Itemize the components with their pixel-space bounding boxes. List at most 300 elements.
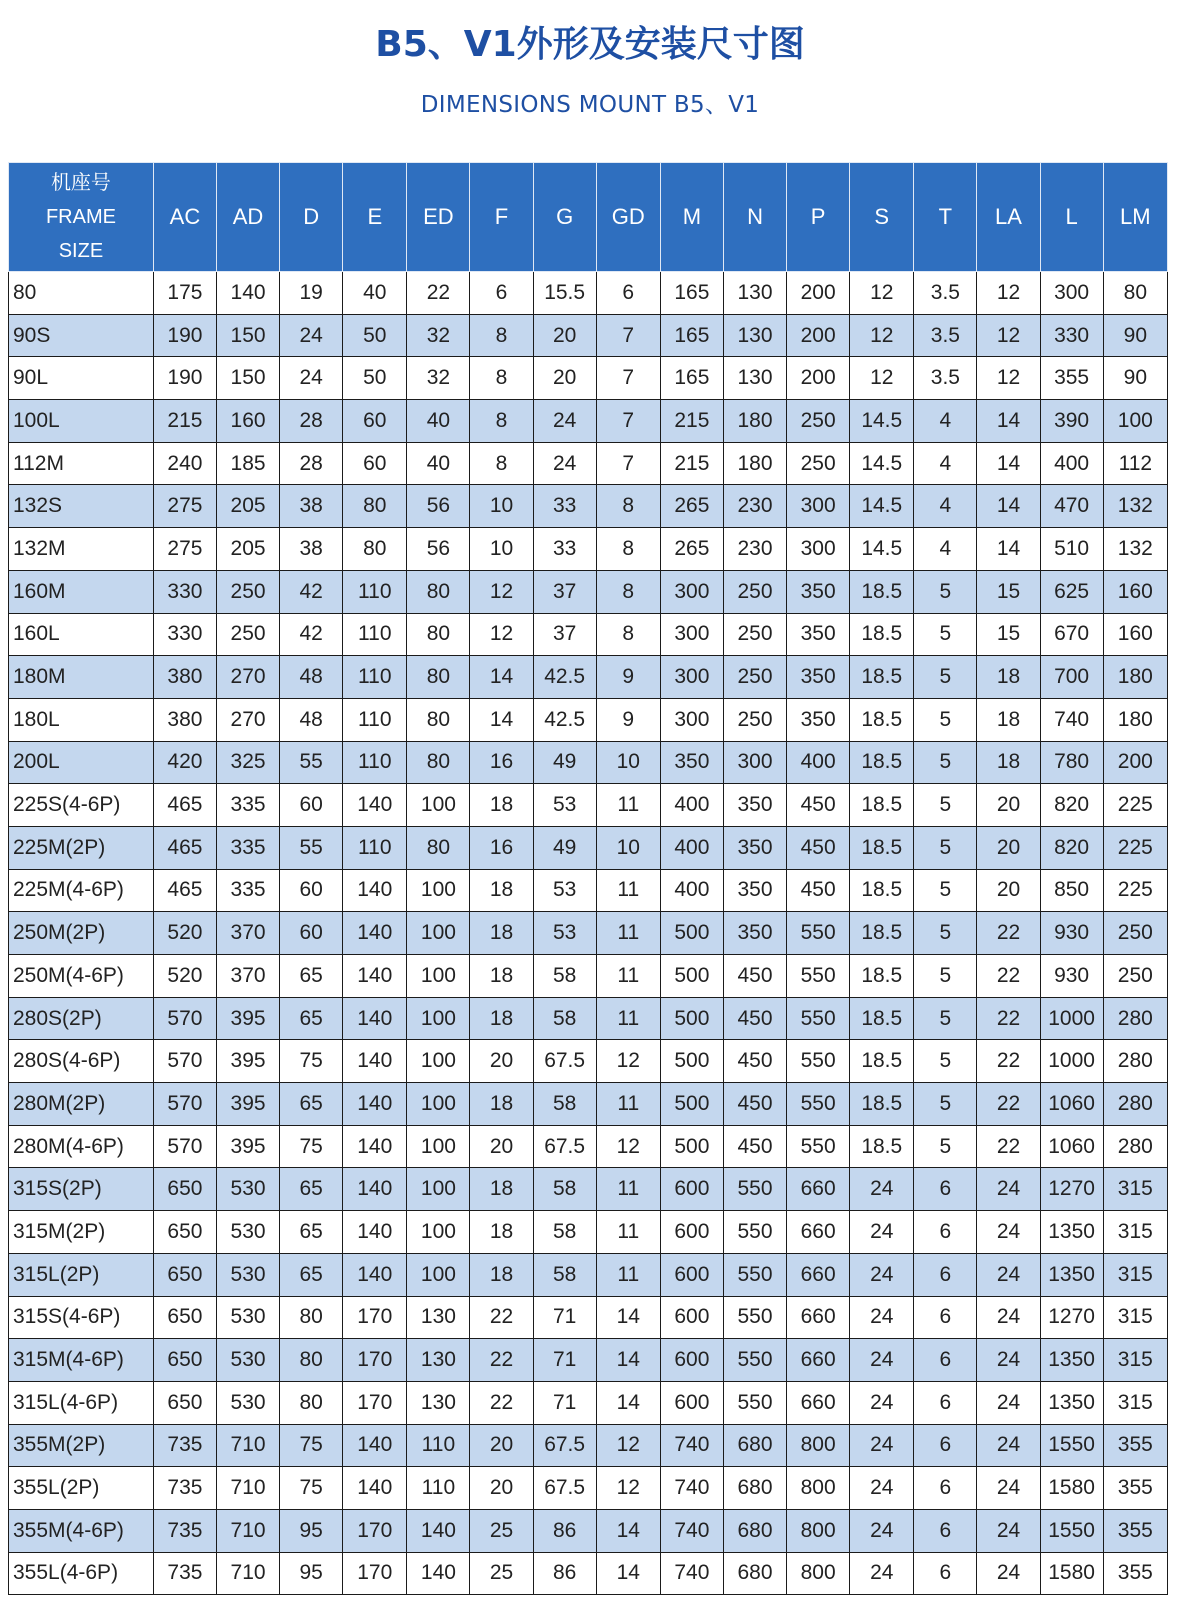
dimension-cell: 4 bbox=[914, 400, 977, 443]
dimension-cell: 24 bbox=[850, 1339, 914, 1382]
dimension-cell: 250 bbox=[787, 400, 850, 443]
dimension-cell: 24 bbox=[850, 1168, 914, 1211]
table-body bbox=[9, 272, 1168, 1595]
dimension-cell: 550 bbox=[787, 997, 850, 1040]
dimension-cell: 280 bbox=[1103, 1125, 1167, 1168]
dimension-cell: 680 bbox=[723, 1509, 786, 1552]
dimension-cell: 80 bbox=[343, 485, 407, 528]
dimension-cell: 280 bbox=[1103, 997, 1167, 1040]
dimension-cell: 22 bbox=[977, 1040, 1040, 1083]
dimension-cell: 140 bbox=[343, 784, 407, 827]
dimension-cell: 67.5 bbox=[533, 1424, 596, 1467]
dimension-cell: 49 bbox=[533, 741, 596, 784]
dimension-cell: 12 bbox=[470, 570, 533, 613]
dimension-cell: 265 bbox=[660, 485, 723, 528]
dimension-cell: 820 bbox=[1040, 784, 1103, 827]
dimension-cell: 315 bbox=[1103, 1381, 1167, 1424]
dimensions-table bbox=[8, 162, 1168, 1595]
dimension-cell: 25 bbox=[470, 1509, 533, 1552]
dimension-cell: 18.5 bbox=[850, 997, 914, 1040]
dimension-cell: 86 bbox=[533, 1552, 596, 1595]
dimension-cell: 95 bbox=[280, 1552, 343, 1595]
dimension-cell: 40 bbox=[407, 400, 470, 443]
dimension-cell: 625 bbox=[1040, 570, 1103, 613]
dimension-cell: 14 bbox=[977, 528, 1040, 571]
dimension-cell: 205 bbox=[216, 485, 279, 528]
dimension-cell: 18.5 bbox=[850, 570, 914, 613]
dimension-cell: 18.5 bbox=[850, 656, 914, 699]
dimension-cell: 65 bbox=[280, 955, 343, 998]
dimension-cell: 12 bbox=[470, 613, 533, 656]
table-row bbox=[9, 1339, 1168, 1382]
dimension-cell: 75 bbox=[280, 1424, 343, 1467]
frame-size-cell: 90S bbox=[9, 314, 154, 357]
dimension-cell: 24 bbox=[977, 1424, 1040, 1467]
dimension-cell: 100 bbox=[407, 1125, 470, 1168]
dimension-cell: 735 bbox=[153, 1424, 216, 1467]
frame-size-cell: 315L(2P) bbox=[9, 1253, 154, 1296]
dimension-cell: 80 bbox=[407, 613, 470, 656]
dimension-cell: 24 bbox=[850, 1467, 914, 1510]
header-s: S bbox=[850, 163, 914, 272]
dimension-cell: 60 bbox=[280, 912, 343, 955]
dimension-cell: 4 bbox=[914, 442, 977, 485]
dimension-cell: 395 bbox=[216, 1083, 279, 1126]
dimension-cell: 18.5 bbox=[850, 869, 914, 912]
dimension-cell: 75 bbox=[280, 1467, 343, 1510]
dimension-cell: 530 bbox=[216, 1253, 279, 1296]
dimension-cell: 780 bbox=[1040, 741, 1103, 784]
dimension-cell: 22 bbox=[977, 1083, 1040, 1126]
header-f: F bbox=[470, 163, 533, 272]
dimension-cell: 4 bbox=[914, 528, 977, 571]
dimension-cell: 355 bbox=[1103, 1424, 1167, 1467]
dimension-cell: 130 bbox=[407, 1296, 470, 1339]
dimension-cell: 165 bbox=[660, 314, 723, 357]
dimension-cell: 140 bbox=[407, 1509, 470, 1552]
table-row bbox=[9, 357, 1168, 400]
dimension-cell: 6 bbox=[914, 1381, 977, 1424]
dimension-cell: 275 bbox=[153, 485, 216, 528]
dimension-cell: 65 bbox=[280, 997, 343, 1040]
dimension-cell: 370 bbox=[216, 955, 279, 998]
dimension-cell: 58 bbox=[533, 1083, 596, 1126]
dimension-cell: 395 bbox=[216, 1040, 279, 1083]
dimension-cell: 270 bbox=[216, 698, 279, 741]
dimension-cell: 60 bbox=[343, 400, 407, 443]
dimension-cell: 22 bbox=[977, 1125, 1040, 1168]
table-row bbox=[9, 1253, 1168, 1296]
dimension-cell: 90 bbox=[1103, 314, 1167, 357]
dimension-cell: 470 bbox=[1040, 485, 1103, 528]
dimension-cell: 1550 bbox=[1040, 1509, 1103, 1552]
dimension-cell: 740 bbox=[660, 1424, 723, 1467]
dimension-cell: 450 bbox=[723, 997, 786, 1040]
dimension-cell: 18.5 bbox=[850, 1125, 914, 1168]
dimension-cell: 735 bbox=[153, 1467, 216, 1510]
dimension-cell: 24 bbox=[977, 1168, 1040, 1211]
dimension-cell: 58 bbox=[533, 1253, 596, 1296]
dimension-cell: 225 bbox=[1103, 869, 1167, 912]
dimension-cell: 450 bbox=[723, 1083, 786, 1126]
header-lm: LM bbox=[1103, 163, 1167, 272]
dimension-cell: 350 bbox=[787, 656, 850, 699]
dimension-cell: 140 bbox=[343, 1168, 407, 1211]
header-frame-cn: 机座号 bbox=[50, 172, 111, 194]
dimension-cell: 710 bbox=[216, 1424, 279, 1467]
dimension-cell: 100 bbox=[407, 1040, 470, 1083]
dimension-cell: 8 bbox=[596, 528, 660, 571]
dimension-cell: 335 bbox=[216, 869, 279, 912]
dimension-cell: 315 bbox=[1103, 1339, 1167, 1382]
dimension-cell: 140 bbox=[343, 1424, 407, 1467]
dimension-cell: 1060 bbox=[1040, 1083, 1103, 1126]
dimension-cell: 710 bbox=[216, 1467, 279, 1510]
dimension-cell: 1000 bbox=[1040, 997, 1103, 1040]
dimension-cell: 6 bbox=[914, 1339, 977, 1382]
dimension-cell: 350 bbox=[723, 784, 786, 827]
dimension-cell: 250 bbox=[1103, 912, 1167, 955]
dimension-cell: 19 bbox=[280, 272, 343, 315]
dimension-cell: 24 bbox=[533, 442, 596, 485]
dimension-cell: 250 bbox=[723, 570, 786, 613]
dimension-cell: 8 bbox=[596, 485, 660, 528]
dimension-cell: 18.5 bbox=[850, 613, 914, 656]
dimension-cell: 550 bbox=[723, 1168, 786, 1211]
dimension-cell: 40 bbox=[407, 442, 470, 485]
frame-size-cell: 80 bbox=[9, 272, 154, 315]
dimension-cell: 550 bbox=[723, 1253, 786, 1296]
dimension-cell: 550 bbox=[723, 1339, 786, 1382]
dimension-cell: 930 bbox=[1040, 955, 1103, 998]
dimension-cell: 550 bbox=[787, 1083, 850, 1126]
dimension-cell: 250 bbox=[787, 442, 850, 485]
table-row bbox=[9, 485, 1168, 528]
dimension-cell: 180 bbox=[1103, 698, 1167, 741]
dimension-cell: 700 bbox=[1040, 656, 1103, 699]
dimension-cell: 7 bbox=[596, 314, 660, 357]
dimension-cell: 22 bbox=[470, 1296, 533, 1339]
dimension-cell: 6 bbox=[914, 1509, 977, 1552]
dimension-cell: 58 bbox=[533, 1211, 596, 1254]
dimension-cell: 170 bbox=[343, 1296, 407, 1339]
dimension-cell: 100 bbox=[407, 912, 470, 955]
table-row bbox=[9, 997, 1168, 1040]
dimension-cell: 1270 bbox=[1040, 1296, 1103, 1339]
dimension-cell: 18 bbox=[470, 955, 533, 998]
dimension-cell: 6 bbox=[914, 1168, 977, 1211]
frame-size-cell: 180M bbox=[9, 656, 154, 699]
dimension-cell: 300 bbox=[660, 613, 723, 656]
dimension-cell: 132 bbox=[1103, 485, 1167, 528]
dimension-cell: 820 bbox=[1040, 826, 1103, 869]
table-row bbox=[9, 1381, 1168, 1424]
dimension-cell: 710 bbox=[216, 1552, 279, 1595]
dimension-cell: 660 bbox=[787, 1339, 850, 1382]
dimension-cell: 18 bbox=[977, 698, 1040, 741]
dimension-cell: 18 bbox=[470, 1211, 533, 1254]
dimension-cell: 130 bbox=[407, 1381, 470, 1424]
dimension-cell: 200 bbox=[787, 357, 850, 400]
dimension-cell: 300 bbox=[787, 528, 850, 571]
header-g: G bbox=[533, 163, 596, 272]
dimension-cell: 315 bbox=[1103, 1211, 1167, 1254]
dimension-cell: 550 bbox=[787, 1040, 850, 1083]
dimension-cell: 8 bbox=[470, 400, 533, 443]
dimension-cell: 395 bbox=[216, 1125, 279, 1168]
dimension-cell: 42 bbox=[280, 613, 343, 656]
dimension-cell: 24 bbox=[850, 1552, 914, 1595]
dimension-cell: 650 bbox=[153, 1211, 216, 1254]
dimension-cell: 1000 bbox=[1040, 1040, 1103, 1083]
dimension-cell: 24 bbox=[977, 1467, 1040, 1510]
dimension-cell: 355 bbox=[1103, 1467, 1167, 1510]
header-d: D bbox=[280, 163, 343, 272]
frame-size-cell: 315M(2P) bbox=[9, 1211, 154, 1254]
dimension-cell: 530 bbox=[216, 1296, 279, 1339]
dimension-cell: 215 bbox=[660, 442, 723, 485]
table-row bbox=[9, 1296, 1168, 1339]
dimension-cell: 5 bbox=[914, 698, 977, 741]
dimension-cell: 67.5 bbox=[533, 1125, 596, 1168]
dimension-cell: 650 bbox=[153, 1253, 216, 1296]
dimension-cell: 530 bbox=[216, 1211, 279, 1254]
dimension-cell: 80 bbox=[1103, 272, 1167, 315]
dimension-cell: 100 bbox=[407, 1168, 470, 1211]
dimension-cell: 1580 bbox=[1040, 1552, 1103, 1595]
dimension-cell: 1550 bbox=[1040, 1424, 1103, 1467]
header-ac: AC bbox=[153, 163, 216, 272]
dimension-cell: 24 bbox=[850, 1296, 914, 1339]
dimension-cell: 1060 bbox=[1040, 1125, 1103, 1168]
dimension-cell: 660 bbox=[787, 1296, 850, 1339]
dimension-cell: 175 bbox=[153, 272, 216, 315]
dimension-cell: 38 bbox=[280, 485, 343, 528]
dimension-cell: 24 bbox=[850, 1509, 914, 1552]
dimension-cell: 24 bbox=[977, 1339, 1040, 1382]
dimension-cell: 280 bbox=[1103, 1040, 1167, 1083]
header-ed: ED bbox=[407, 163, 470, 272]
dimension-cell: 80 bbox=[343, 528, 407, 571]
dimension-cell: 110 bbox=[407, 1467, 470, 1510]
table-row bbox=[9, 698, 1168, 741]
dimension-cell: 18.5 bbox=[850, 912, 914, 955]
dimension-cell: 14 bbox=[596, 1381, 660, 1424]
dimension-cell: 230 bbox=[723, 528, 786, 571]
dimension-cell: 300 bbox=[1040, 272, 1103, 315]
dimension-cell: 160 bbox=[216, 400, 279, 443]
header-e: E bbox=[343, 163, 407, 272]
dimension-cell: 12 bbox=[850, 272, 914, 315]
dimension-cell: 22 bbox=[977, 912, 1040, 955]
dimension-cell: 550 bbox=[787, 1125, 850, 1168]
dimension-cell: 16 bbox=[470, 826, 533, 869]
header-n: N bbox=[723, 163, 786, 272]
dimension-cell: 465 bbox=[153, 784, 216, 827]
dimension-cell: 355 bbox=[1040, 357, 1103, 400]
dimension-cell: 110 bbox=[343, 741, 407, 784]
dimension-cell: 53 bbox=[533, 784, 596, 827]
dimension-cell: 500 bbox=[660, 997, 723, 1040]
dimension-cell: 24 bbox=[280, 357, 343, 400]
dimension-cell: 600 bbox=[660, 1211, 723, 1254]
dimension-cell: 130 bbox=[723, 272, 786, 315]
dimension-cell: 18 bbox=[470, 997, 533, 1040]
dimension-cell: 5 bbox=[914, 1040, 977, 1083]
dimension-cell: 20 bbox=[470, 1424, 533, 1467]
dimension-cell: 15.5 bbox=[533, 272, 596, 315]
dimension-cell: 600 bbox=[660, 1253, 723, 1296]
dimension-cell: 8 bbox=[596, 613, 660, 656]
dimension-cell: 205 bbox=[216, 528, 279, 571]
dimension-cell: 18.5 bbox=[850, 1083, 914, 1126]
dimension-cell: 140 bbox=[343, 997, 407, 1040]
dimension-cell: 850 bbox=[1040, 869, 1103, 912]
dimension-cell: 18.5 bbox=[850, 741, 914, 784]
dimension-cell: 660 bbox=[787, 1168, 850, 1211]
dimension-cell: 18.5 bbox=[850, 784, 914, 827]
dimension-cell: 71 bbox=[533, 1381, 596, 1424]
dimension-cell: 150 bbox=[216, 357, 279, 400]
table-row bbox=[9, 314, 1168, 357]
dimension-cell: 14.5 bbox=[850, 442, 914, 485]
dimension-cell: 11 bbox=[596, 784, 660, 827]
dimension-cell: 8 bbox=[470, 314, 533, 357]
dimension-cell: 42 bbox=[280, 570, 343, 613]
dimension-cell: 38 bbox=[280, 528, 343, 571]
dimension-cell: 165 bbox=[660, 272, 723, 315]
dimension-cell: 395 bbox=[216, 997, 279, 1040]
frame-size-cell: 315S(4-6P) bbox=[9, 1296, 154, 1339]
table-row bbox=[9, 272, 1168, 315]
dimension-cell: 5 bbox=[914, 570, 977, 613]
dimension-cell: 350 bbox=[787, 698, 850, 741]
dimension-cell: 650 bbox=[153, 1339, 216, 1382]
dimension-cell: 735 bbox=[153, 1509, 216, 1552]
dimension-cell: 380 bbox=[153, 698, 216, 741]
dimension-cell: 180 bbox=[723, 400, 786, 443]
dimension-cell: 6 bbox=[596, 272, 660, 315]
dimension-cell: 24 bbox=[977, 1253, 1040, 1296]
frame-size-cell: 355M(2P) bbox=[9, 1424, 154, 1467]
dimension-cell: 530 bbox=[216, 1168, 279, 1211]
frame-size-cell: 280M(4-6P) bbox=[9, 1125, 154, 1168]
dimension-cell: 12 bbox=[977, 314, 1040, 357]
dimension-cell: 500 bbox=[660, 955, 723, 998]
dimension-cell: 65 bbox=[280, 1253, 343, 1296]
dimension-cell: 520 bbox=[153, 912, 216, 955]
dimension-cell: 5 bbox=[914, 784, 977, 827]
dimension-cell: 5 bbox=[914, 656, 977, 699]
dimension-cell: 55 bbox=[280, 826, 343, 869]
dimension-cell: 600 bbox=[660, 1296, 723, 1339]
frame-size-cell: 225S(4-6P) bbox=[9, 784, 154, 827]
header-la: LA bbox=[977, 163, 1040, 272]
dimension-cell: 160 bbox=[1103, 613, 1167, 656]
dimension-cell: 170 bbox=[343, 1509, 407, 1552]
dimension-cell: 110 bbox=[343, 698, 407, 741]
dimension-cell: 20 bbox=[977, 826, 1040, 869]
dimension-cell: 80 bbox=[280, 1296, 343, 1339]
dimension-cell: 49 bbox=[533, 826, 596, 869]
dimension-cell: 24 bbox=[977, 1381, 1040, 1424]
dimension-cell: 350 bbox=[723, 826, 786, 869]
header-p: P bbox=[787, 163, 850, 272]
table-row bbox=[9, 570, 1168, 613]
dimension-cell: 315 bbox=[1103, 1253, 1167, 1296]
dimension-cell: 130 bbox=[723, 314, 786, 357]
table-row bbox=[9, 1509, 1168, 1552]
dimension-cell: 14 bbox=[977, 485, 1040, 528]
dimension-cell: 16 bbox=[470, 741, 533, 784]
frame-size-cell: 132M bbox=[9, 528, 154, 571]
dimension-cell: 180 bbox=[723, 442, 786, 485]
dimension-cell: 10 bbox=[470, 485, 533, 528]
header-l: L bbox=[1040, 163, 1103, 272]
dimension-cell: 650 bbox=[153, 1296, 216, 1339]
dimension-cell: 50 bbox=[343, 357, 407, 400]
dimension-cell: 8 bbox=[470, 442, 533, 485]
dimension-cell: 20 bbox=[470, 1125, 533, 1168]
dimension-cell: 53 bbox=[533, 912, 596, 955]
table-row bbox=[9, 442, 1168, 485]
dimension-cell: 11 bbox=[596, 1253, 660, 1296]
dimension-cell: 300 bbox=[660, 656, 723, 699]
dimension-cell: 300 bbox=[660, 698, 723, 741]
dimension-cell: 80 bbox=[407, 741, 470, 784]
dimension-cell: 550 bbox=[723, 1381, 786, 1424]
dimension-cell: 18 bbox=[470, 1168, 533, 1211]
dimension-cell: 67.5 bbox=[533, 1040, 596, 1083]
dimension-cell: 33 bbox=[533, 485, 596, 528]
dimension-cell: 60 bbox=[343, 442, 407, 485]
dimension-cell: 12 bbox=[596, 1467, 660, 1510]
dimension-cell: 800 bbox=[787, 1509, 850, 1552]
dimension-cell: 3.5 bbox=[914, 314, 977, 357]
dimension-cell: 7 bbox=[596, 400, 660, 443]
dimension-cell: 11 bbox=[596, 1168, 660, 1211]
table-row bbox=[9, 656, 1168, 699]
dimension-cell: 11 bbox=[596, 1211, 660, 1254]
dimension-cell: 110 bbox=[407, 1424, 470, 1467]
dimension-cell: 24 bbox=[977, 1509, 1040, 1552]
frame-size-cell: 355M(4-6P) bbox=[9, 1509, 154, 1552]
dimension-cell: 20 bbox=[470, 1040, 533, 1083]
dimension-cell: 390 bbox=[1040, 400, 1103, 443]
dimension-cell: 42.5 bbox=[533, 698, 596, 741]
dimension-cell: 150 bbox=[216, 314, 279, 357]
table-row bbox=[9, 528, 1168, 571]
dimension-cell: 100 bbox=[407, 997, 470, 1040]
header-gd: GD bbox=[596, 163, 660, 272]
dimension-cell: 14.5 bbox=[850, 528, 914, 571]
dimension-cell: 75 bbox=[280, 1125, 343, 1168]
dimension-cell: 315 bbox=[1103, 1168, 1167, 1211]
dimension-cell: 170 bbox=[343, 1381, 407, 1424]
dimension-cell: 60 bbox=[280, 784, 343, 827]
dimension-cell: 22 bbox=[470, 1339, 533, 1382]
dimension-cell: 660 bbox=[787, 1253, 850, 1296]
table-row bbox=[9, 955, 1168, 998]
dimension-cell: 140 bbox=[343, 1467, 407, 1510]
frame-size-cell: 315L(4-6P) bbox=[9, 1381, 154, 1424]
dimension-cell: 300 bbox=[660, 570, 723, 613]
dimension-cell: 740 bbox=[1040, 698, 1103, 741]
frame-size-cell: 280S(2P) bbox=[9, 997, 154, 1040]
frame-size-cell: 355L(4-6P) bbox=[9, 1552, 154, 1595]
dimension-cell: 6 bbox=[914, 1211, 977, 1254]
dimension-cell: 280 bbox=[1103, 1083, 1167, 1126]
